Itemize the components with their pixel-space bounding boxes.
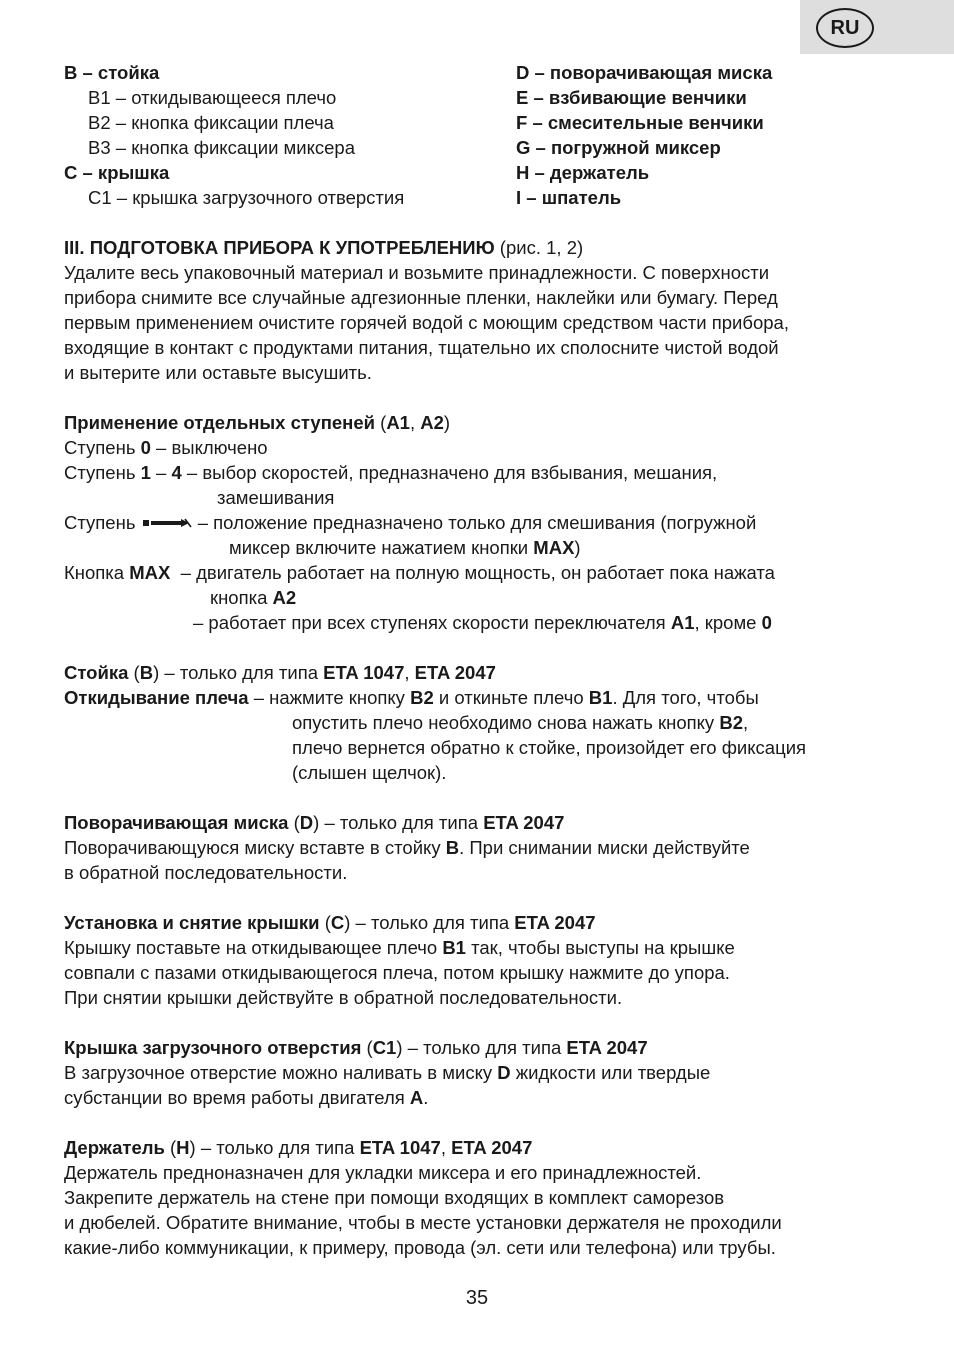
prep-line: и вытерите или оставьте высушить. xyxy=(64,362,372,383)
filler-heading: Крышка загрузочного отверстия (C1) – только для типа ETA 2047 xyxy=(64,1037,648,1058)
bowl-line: в обратной последовательности. xyxy=(64,862,348,883)
holder-line: какие-либо коммуникации, к примеру, провода (эл. сети или телефона) или трубы. xyxy=(64,1237,776,1258)
steps-heading: Применение отдельных ступеней (A1, A2) xyxy=(64,412,451,433)
prep-line: входящие в контакт с продуктами питания, тщательно их сполосните чистой водой xyxy=(64,337,779,358)
holder-heading: Держатель (H) – только для типа ETA 1047, ETA 2047 xyxy=(64,1137,533,1158)
bowl-heading: Поворачивающая миска (D) – только для типа ETA 2047 xyxy=(64,812,565,833)
language-badge: RU xyxy=(816,8,874,48)
stand-arm-cont: плечо вернется обратно к стойке, произойдет его фиксация xyxy=(292,737,807,758)
part-item: B – стойка xyxy=(64,62,160,83)
filler-section xyxy=(64,1035,710,1110)
part-item: B3 – кнопка фиксации миксера xyxy=(88,137,356,158)
lid-line: Крышку поставьте на откидывающее плечо B1 так, чтобы выступы на крышке xyxy=(64,937,735,958)
prep-line: Удалите весь упаковочный материал и возьмите принадлежности. С поверхности xyxy=(64,262,770,283)
holder-line: Закрепите держатель на стене при помощи входящих в комплект саморезов xyxy=(64,1187,725,1208)
max-button-cont: кнопка A2 xyxy=(210,587,297,608)
stand-arm-line: Откидывание плеча – нажмите кнопку B2 и откиньте плечо B1. Для того, чтобы xyxy=(64,687,759,708)
stand-heading: Стойка (B) – только для типа ETA 1047, ETA 2047 xyxy=(64,662,496,683)
filler-line: субстанции во время работы двигателя A. xyxy=(64,1087,429,1108)
bowl-section xyxy=(64,810,750,885)
filler-line: В загрузочное отверстие можно наливать в миску D жидкости или твердые xyxy=(64,1062,711,1083)
stand-arm-cont: (слышен щелчок). xyxy=(292,762,447,783)
part-item: C – крышка xyxy=(64,162,170,183)
parts-right-column xyxy=(516,60,772,210)
lid-section xyxy=(64,910,735,1010)
holder-section xyxy=(64,1135,782,1260)
lid-line: совпали с пазами откидывающегося плеча, потом крышку нажмите до упора. xyxy=(64,962,730,983)
parts-left-column xyxy=(64,60,404,210)
bowl-line: Поворачивающуюся миску вставте в стойку B. При снимании миски действуйте xyxy=(64,837,750,858)
lid-line: При снятии крышки действуйте в обратной последовательности. xyxy=(64,987,623,1008)
part-item: I – шпатель xyxy=(516,187,622,208)
part-item: C1 – крышка загрузочного отверстия xyxy=(88,187,405,208)
stand-section xyxy=(64,660,806,785)
step-plug-line: Ступень – положение предназначено только для смешивания (погружной xyxy=(64,512,757,533)
part-item: D – поворачивающая миска xyxy=(516,62,773,83)
part-item: B2 – кнопка фиксации плеча xyxy=(88,112,334,133)
prep-heading: III. ПОДГОТОВКА ПРИБОРА К УПОТРЕБЛЕНИЮ (рис. 1, 2) xyxy=(64,237,584,258)
max-button-line: Кнопка MAX – двигатель работает на полную мощность, он работает пока нажата xyxy=(64,562,775,583)
holder-line: Держатель предноназначен для укладки миксера и его принадлежностей. xyxy=(64,1162,702,1183)
step-0-line: Ступень 0 – выключено xyxy=(64,437,268,458)
language-tab xyxy=(800,0,954,54)
part-item: B1 – откидывающееся плечо xyxy=(88,87,337,108)
part-item: F – смесительные венчики xyxy=(516,112,764,133)
max-button-line-2: – работает при всех ступенях скорости переключателя A1, кроме 0 xyxy=(193,612,772,633)
step-1-4-line: Ступень 1 – 4 – выбор скоростей, предназначено для взбывания, мешания, xyxy=(64,462,718,483)
holder-line: и дюбелей. Обратите внимание, чтобы в месте установки держателя не проходили xyxy=(64,1212,782,1233)
prep-line: прибора снимите все случайные адгезионные пленки, наклейки или бумагу. Перед xyxy=(64,287,778,308)
page-number: 35 xyxy=(465,1287,489,1309)
step-1-4-cont: замешивания xyxy=(217,487,335,508)
lid-heading: Установка и снятие крышки (C) – только для типа ETA 2047 xyxy=(64,912,596,933)
part-item: E – взбивающие венчики xyxy=(516,87,747,108)
steps-section xyxy=(64,410,775,635)
part-item: H – держатель xyxy=(516,162,650,183)
part-item: G – погружной миксер xyxy=(516,137,721,158)
prep-line: первым применением очистите горячей водой с моющим средством части прибора, xyxy=(64,312,789,333)
stand-arm-cont: опустить плечо необходимо снова нажать кнопку B2, xyxy=(292,712,749,733)
hand-mixer-plug-icon xyxy=(141,516,193,530)
step-plug-cont: миксер включите нажатием кнопки MAX) xyxy=(229,537,581,558)
prep-section xyxy=(64,235,789,385)
